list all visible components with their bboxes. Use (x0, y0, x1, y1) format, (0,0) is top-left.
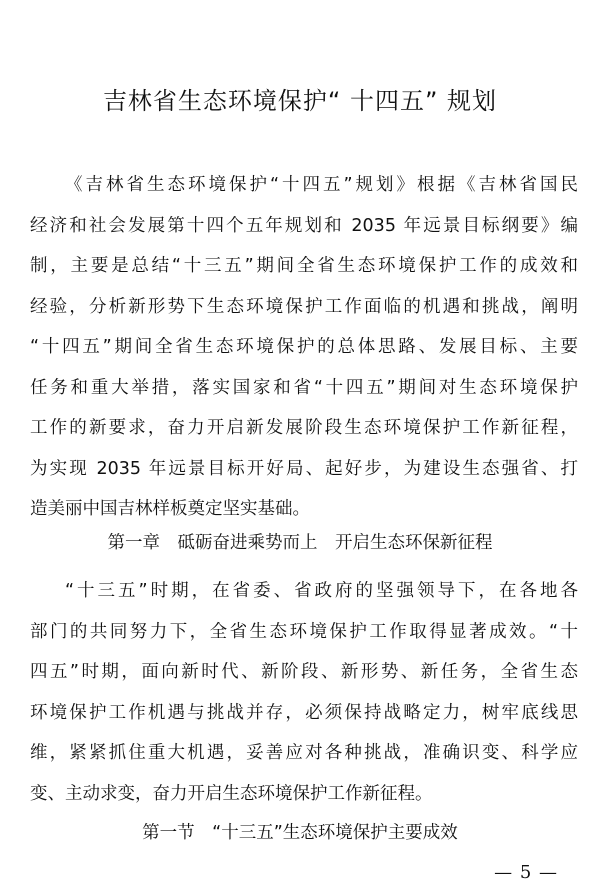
paragraph-line: 工作的新要求，奋力开启新发展阶段生态环境保护工作新征程， (30, 418, 578, 438)
paragraph-line: 制，主要是总结“十三五”期间全省生态环境保护工作的成效和 (30, 256, 578, 276)
paragraph-line: 任务和重大举措，落实国家和省“十四五”期间对生态环境保护 (30, 377, 578, 398)
paragraph-line: “十三五”时期，在省委、省政府的坚强领导下，在各地各 (65, 581, 578, 601)
page-number: — 5 — (494, 862, 558, 883)
chapter-paragraph (30, 571, 578, 814)
paragraph-line: 经济和社会发展第十四个五年规划和 2035 年远景目标纲要》编 (30, 215, 578, 236)
paragraph-line: 环境保护工作机遇与挑战并存，必须保持战略定力，树牢底线思 (30, 702, 578, 723)
paragraph-line: 《吉林省生态环境保护“十四五”规划》根据《吉林省国民 (65, 175, 578, 195)
intro-paragraph (30, 165, 578, 530)
paragraph-line: 变、主动求变，奋力开启生态环境保护工作新征程。 (30, 783, 433, 804)
paragraph-line: 部门的共同努力下，全省生态环境保护工作取得显著成效。“十 (30, 621, 578, 642)
chapter-heading: 第一章 砥砺奋进乘势而上 开启生态环保新征程 (107, 533, 493, 553)
paragraph-line: 维，紧紧抓住重大机遇，妥善应对各种挑战，准确识变、科学应 (30, 743, 578, 763)
paragraph-line: 四五”时期，面向新时代、新阶段、新形势、新任务，全省生态 (30, 662, 578, 682)
document-title: 吉林省生态环境保护“ 十四五” 规划 (102, 87, 498, 115)
section-heading: 第一节 “十三五”生态环境保护主要成效 (142, 823, 458, 843)
paragraph-line: 为实现 2035 年远景目标开好局、起好步，为建设生态强省、打 (30, 458, 578, 479)
paragraph-line: 造美丽中国吉林样板奠定坚实基础。 (30, 499, 310, 519)
paragraph-line: 经验，分析新形势下生态环境保护工作面临的机遇和挑战，阐明 (30, 296, 578, 317)
paragraph-line: “十四五”期间全省生态环境保护的总体思路、发展目标、主要 (30, 337, 578, 357)
